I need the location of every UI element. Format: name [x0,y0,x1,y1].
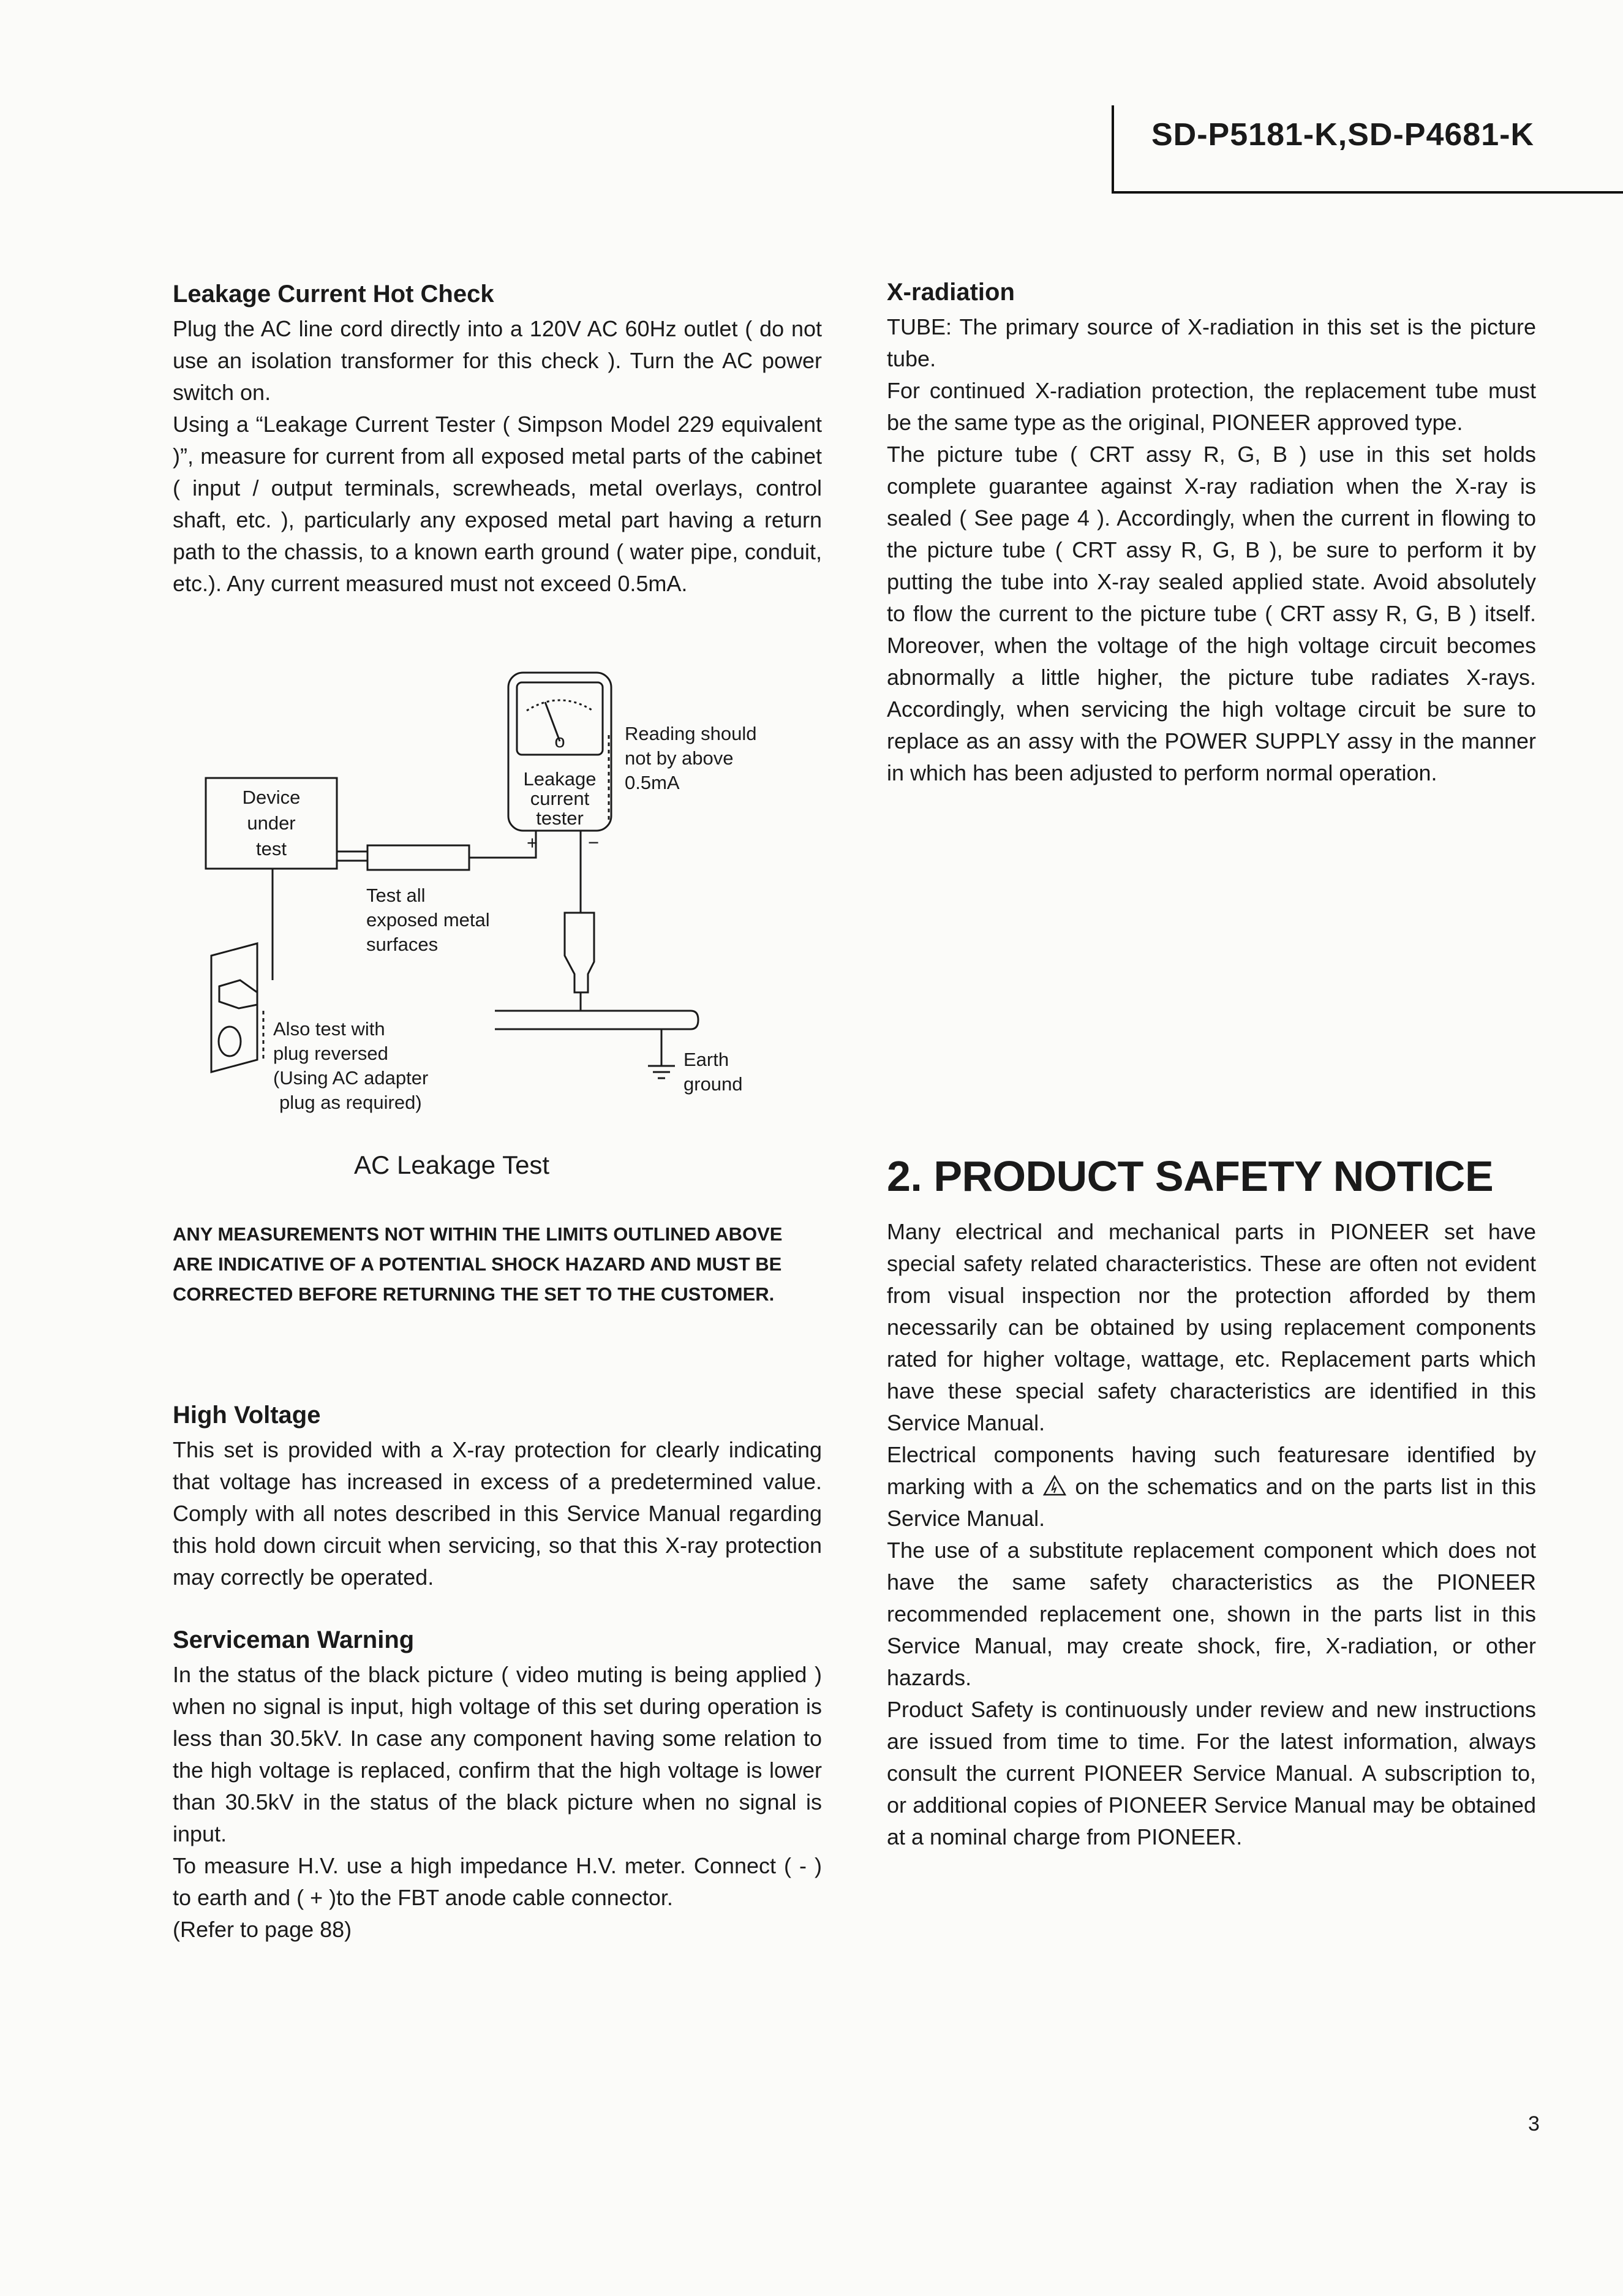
diagram-caption: AC Leakage Test [354,1150,550,1179]
also-test-4: plug as required) [279,1092,422,1113]
warning-block [173,1219,822,1309]
earth-label-1: Earth [683,1049,729,1070]
warning-caps: ANY MEASUREMENTS NOT WITHIN THE LIMITS OUTLINED ABOVE ARE INDICATIVE OF A POTENTIAL SHOCK HAZARD AND MUST BE CORRECTED BEFORE RETURNING THE SET TO THE CUSTOMER. [173,1223,783,1305]
warning-triangle-icon [1042,1475,1067,1497]
test-all-3: surfaces [366,934,439,955]
serviceman-paragraph-3: (Refer to page 88) [173,1917,352,1942]
plus-sign: + [527,832,538,853]
test-all-2: exposed metal [366,909,490,931]
safety-section [887,1216,1536,1853]
device-label-1: Device [242,787,301,808]
reading-note-2: not by above [625,747,734,769]
high-voltage-section [173,1402,822,1593]
device-label-3: test [256,838,287,859]
minus-sign: − [588,832,600,853]
probe-tip [565,913,594,992]
safety-paragraph-2-end: on the schematics and on the parts list in this Service Manual. [887,1474,1536,1531]
xradiation-paragraph-1: TUBE: The primary source of X-radiation in this set is the picture tube. [887,314,1536,371]
leakage-title: Leakage Current Hot Check [173,281,494,308]
reading-note-1: Reading should [625,723,757,744]
test-all-1: Test all [366,885,426,906]
serviceman-title: Serviceman Warning [173,1626,415,1653]
serviceman-section [173,1626,822,1946]
also-test-2: plug reversed [273,1043,388,1064]
leakage-paragraph-2: Using a “Leakage Current Tester ( Simpson Model 229 equivalent )”, measure for current from all exposed metal parts of the cabinet ( input / output terminals, screwheads, metal overlays, control shaft, etc. ), particularly any exposed metal part having a return path to the chassis, to a known earth ground ( water pipe, conduit, etc.). Any current measured must not exceed 0.5mA. [173,412,822,596]
safety-paragraph-2-start: Electrical components having such featuresare identified by marking with a [887,1442,1536,1499]
xradiation-section [887,279,1536,789]
xradiation-title: X-radiation [887,279,1015,306]
page-number: 3 [1528,2112,1540,2136]
ac-leakage-diagram [196,668,796,1133]
plug [219,980,257,1008]
meter-scale [527,700,593,711]
tester-label-1: Leakage [523,768,597,790]
leakage-paragraph-1: Plug the AC line cord directly into a 120V AC 60Hz outlet ( do not use an isolation transformer for this check ). Turn the AC power switch on. [173,316,822,405]
serviceman-paragraph-2: To measure H.V. use a high impedance H.V. meter. Connect ( - ) to earth and ( + )to the FBT anode cable connector. [173,1853,822,1910]
meter-mark: o [554,730,565,752]
tester-label-2: current [530,788,590,809]
tester-label-3: tester [536,807,584,829]
high-voltage-title: High Voltage [173,1402,321,1429]
safety-title: 2. PRODUCT SAFETY NOTICE [887,1152,1494,1200]
also-test-3: (Using AC adapter [273,1067,429,1089]
xradiation-paragraph-2: For continued X-radiation protection, the replacement tube must be the same type as the original, PIONEER approved type. [887,378,1536,435]
reading-note-3: 0.5mA [625,772,680,793]
safety-paragraph-4: Product Safety is continuously under review and new instructions are issued from time to time. For the latest information, always consult the current PIONEER Service Manual. A subscription to, or additional copies of PIONEER Service Manual may be obtained at a nominal charge from PIONEER. [887,1697,1536,1849]
high-voltage-text: This set is provided with a X-ray protection for clearly indicating that voltage has increased in excess of a predetermined value. Comply with all notes described in this Service Manual regarding this hold down circuit when servicing, so that this X-ray protection may correctly be operated. [173,1437,822,1590]
metal-surface [495,1011,698,1029]
probe-box [367,845,469,870]
safety-paragraph-3: The use of a substitute replacement component which does not have the same safety characteristics as the PIONEER recommended replacement one, shown in the parts list in this Service Manual, may create shock, fire, X-radiation, or other hazards. [887,1538,1536,1690]
leakage-section [173,281,822,600]
also-test-1: Also test with [273,1018,385,1040]
serviceman-paragraph-1: In the status of the black picture ( video muting is being applied ) when no signal is input, high voltage of this set during operation is less than 30.5kV. In case any component having some relation to the high voltage is replaced, confirm that the high voltage is lower than 30.5kV in the status of the black picture when no signal is input. [173,1662,822,1846]
safety-paragraph-1: Many electrical and mechanical parts in PIONEER set have special safety related characteristics. These are often not evident from visual inspection nor the protection afforded by them necessarily can be obtained by using replacement components rated for higher voltage, wattage, etc. Replacement parts which have these special safety characteristics are identified in this Service Manual. [887,1219,1536,1435]
xradiation-paragraph-3: The picture tube ( CRT assy R, G, B ) use in this set holds complete guarantee against X-ray radiation when the X-ray is sealed ( See page 4 ). Accordingly, when the current in flowing to the picture tube ( CRT assy R, G, B ), be sure to perform it by putting the tube into X-ray sealed applied state. Avoid absolutely to flow the current to the picture tube ( CRT assy R, G, B ) itself. Moreover, when the voltage of the high voltage circuit becomes abnormally a little higher, the picture tube radiates X-rays. Accordingly, when servicing the high voltage circuit be sure to replace as an assy with the POWER SUPPLY assy in the manner in which has been adjusted to perform normal operation. [887,442,1536,785]
device-label-2: under [247,812,296,834]
earth-label-2: ground [683,1073,743,1095]
safety-paragraph-2 [887,1439,1536,1535]
model-title: SD-P5181-K,SD-P4681-K [1151,117,1535,153]
